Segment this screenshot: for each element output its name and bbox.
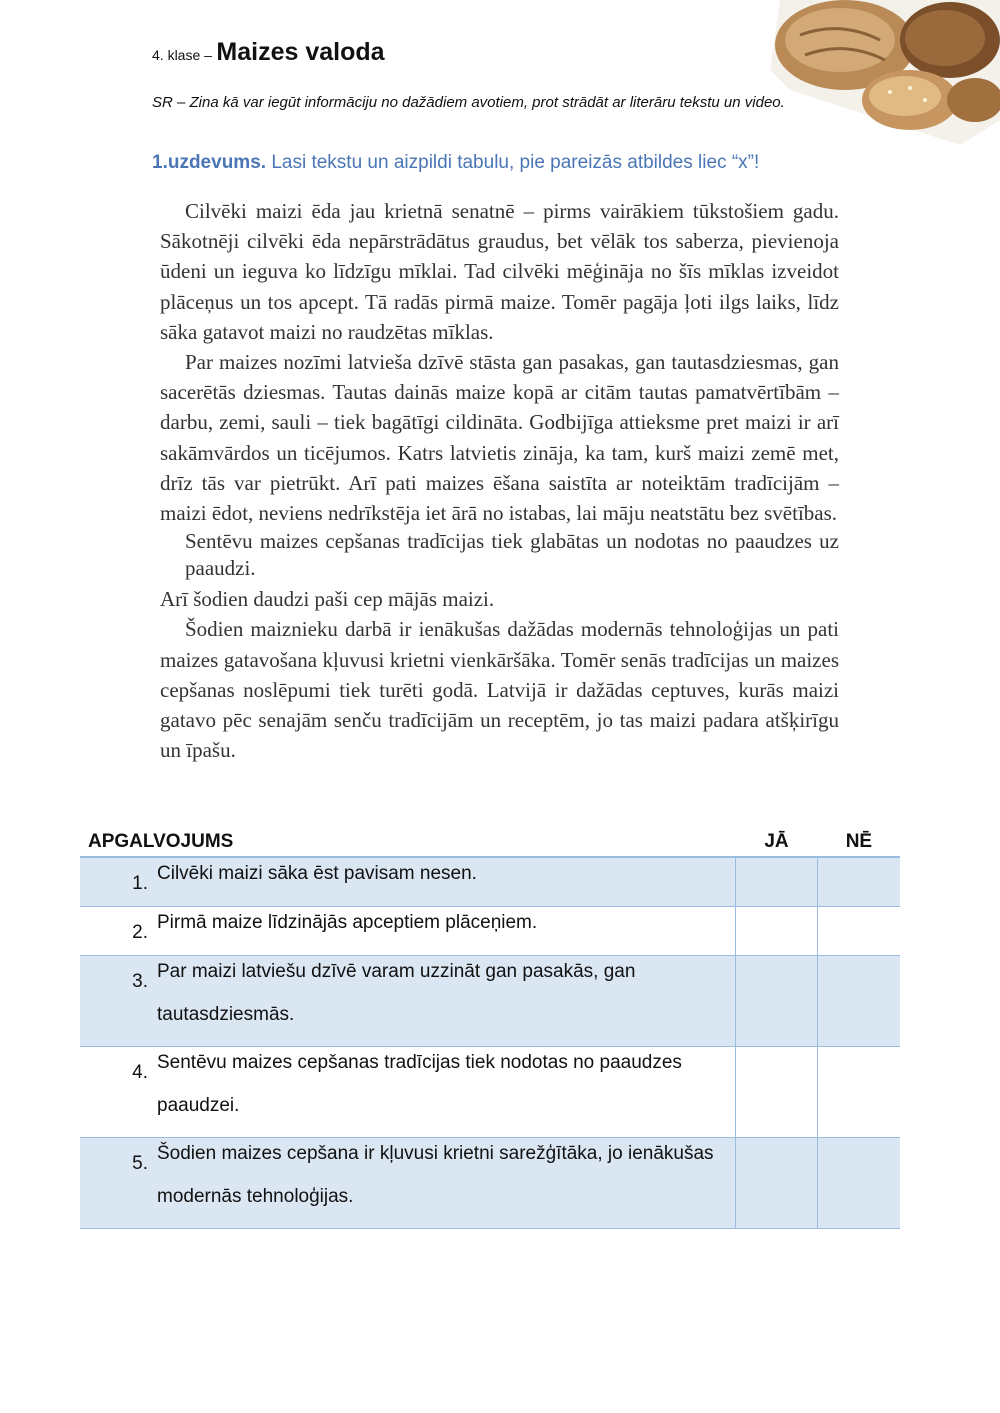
- table-row: [80, 956, 900, 1047]
- paragraph-5: Šodien maiznieku darbā ir ienākušas dažādas modernās tehnoloģijas un pati maizes gatavošana kļuvusi krietni vienkāršāka. Tomēr senās tradīcijas un maizes cepšanas noslēpumi tiek turēti godā. Latvijā ir dažādas ceptuves, kurās maizi gatavo pēc senajām senču tradīcijām un receptēm, jo tas maizi padara atšķirīgu un īpašu.: [160, 617, 839, 763]
- row-number: 1.: [132, 873, 148, 894]
- no-answer-cell[interactable]: [818, 1047, 900, 1138]
- table-row: [80, 1138, 900, 1229]
- no-answer-cell[interactable]: [818, 857, 900, 907]
- paragraph-3: Sentēvu maizes cepšanas tradīcijas tiek glabātas un nodotas no paaudzes uz paaudzi.: [185, 529, 839, 581]
- statements-table: [80, 828, 900, 1229]
- statement-text: Par maizi latviešu dzīvē varam uzzināt gan pasakās, gan tautasdziesmās.: [157, 961, 636, 1025]
- paragraph-4: Arī šodien daudzi paši cep mājās maizi.: [160, 587, 495, 612]
- reading-text: [160, 196, 839, 765]
- page-title: Maizes valoda: [216, 38, 385, 66]
- task-instruction: Lasi tekstu un aizpildi tabulu, pie pareizās atbildes liec “x”!: [271, 152, 760, 173]
- header-yes: JĀ: [735, 828, 818, 857]
- bread-image: [770, 0, 1000, 145]
- row-number: 5.: [132, 1153, 148, 1174]
- header-no: NĒ: [818, 828, 900, 857]
- statement-text: Sentēvu maizes cepšanas tradīcijas tiek nodotas no paaudzes paaudzei.: [157, 1052, 682, 1116]
- yes-answer-cell[interactable]: [735, 907, 818, 956]
- task-heading: [152, 152, 872, 174]
- table-row: [80, 1047, 900, 1138]
- yes-answer-cell[interactable]: [735, 1138, 818, 1229]
- paragraph-1: Cilvēki maizi ēda jau krietnā senatnē – pirms vairākiem tūkstošiem gadu. Sākotnēji cilvēki ēda nepārstrādātus graudus, bet vēlāk tos saberza, pievienoja ūdeni un ieguva ko līdzīgu mīklai. Tad cilvēki mēģināja no šīs mīklas izveidot plāceņus un tos apcept. Tā radās pirmā maize. Tomēr pagāja ļoti ilgs laiks, līdz sāka gatavot maizi no raudzētas mīklas.: [160, 199, 839, 344]
- row-number: 4.: [132, 1062, 148, 1083]
- no-answer-cell[interactable]: [818, 1138, 900, 1229]
- statement-text: Cilvēki maizi sāka ēst pavisam nesen.: [157, 863, 477, 884]
- table-row: [80, 857, 900, 907]
- yes-answer-cell[interactable]: [735, 1047, 818, 1138]
- header-statement: APGALVOJUMS: [80, 828, 735, 857]
- no-answer-cell[interactable]: [818, 907, 900, 956]
- learning-outcome: SR – Zina kā var iegūt informāciju no dažādiem avotiem, prot strādāt ar literāru tekstu un video.: [152, 94, 785, 111]
- row-number: 2.: [132, 922, 148, 943]
- yes-answer-cell[interactable]: [735, 956, 818, 1047]
- paragraph-2: Par maizes nozīmi latvieša dzīvē stāsta gan pasakas, gan tautasdziesmas, gan sacerētās dziesmas. Tautas dainās maize kopā ar citām tautas pamatvērtībām – darbu, zemi, sauli – tiek bagātīgi cildināta. Godbijīga attieksme pret maizi ir arī sakāmvārdos un ticējumos. Katrs latvietis zināja, ka tam, kurš maizi zemē met, drīz tās var pietrūkt. Arī pati maizes ēšana saistīta ar noteiktām tradīcijām – maizi ēdot, neviens nedrīkstēja iet ārā no istabas, lai māju neatstātu bez svētības.: [160, 350, 839, 526]
- task-label: 1.uzdevums.: [152, 152, 267, 173]
- page-header: [152, 38, 385, 67]
- statement-text: Pirmā maize līdzinājās apceptiem plāceņiem.: [157, 912, 538, 933]
- row-number: 3.: [132, 971, 148, 992]
- table-row: [80, 907, 900, 956]
- no-answer-cell[interactable]: [818, 956, 900, 1047]
- statement-text: Šodien maizes cepšana ir kļuvusi krietni sarežģītāka, jo ienākušas modernās tehnoloģijas.: [157, 1143, 714, 1207]
- yes-answer-cell[interactable]: [735, 857, 818, 907]
- grade-label: 4. klase –: [152, 47, 212, 63]
